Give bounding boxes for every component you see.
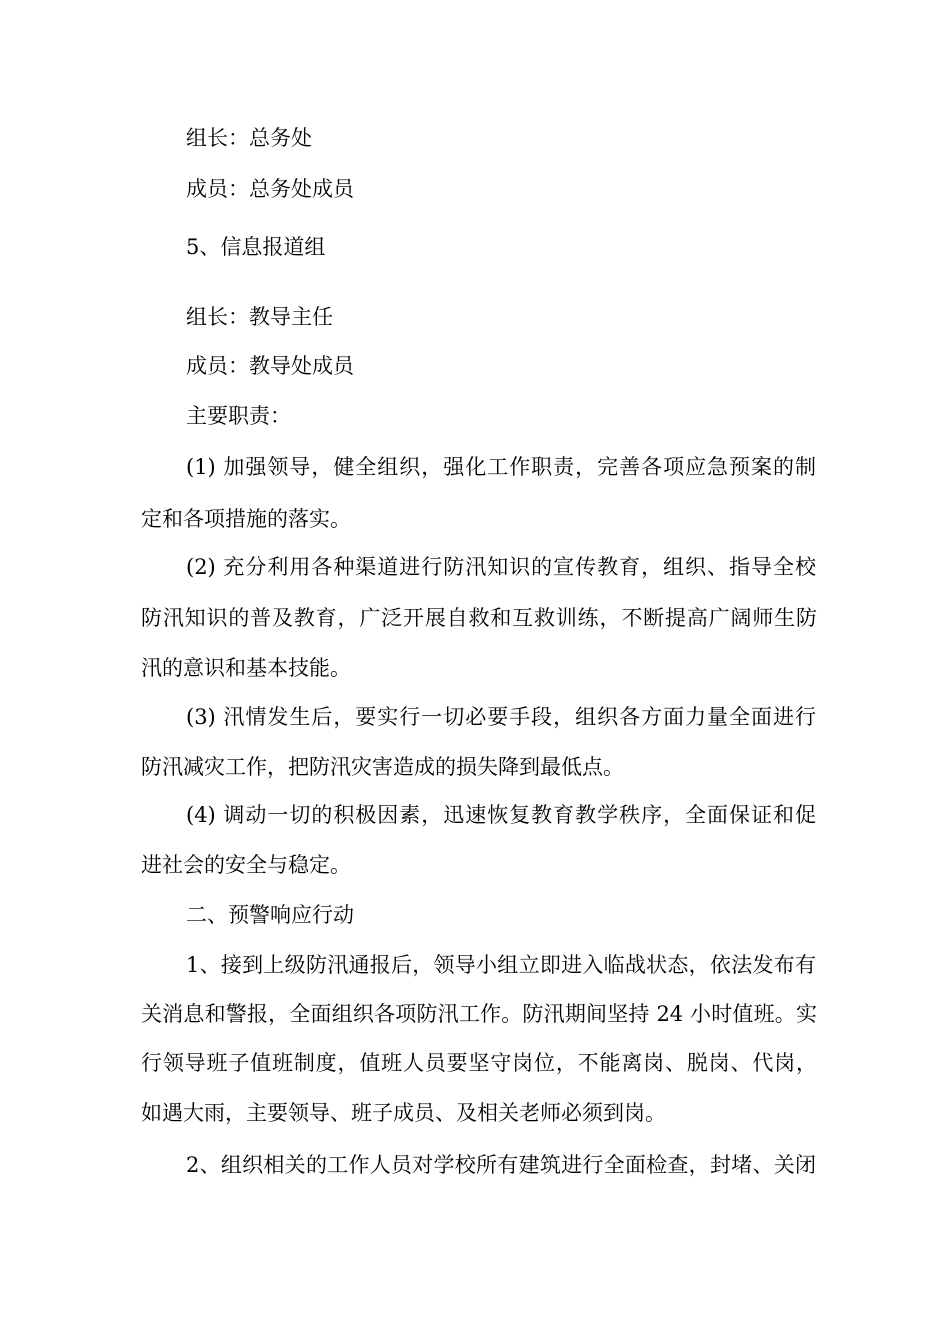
paragraph-line: 关消息和警报，全面组织各项防汛工作。防汛期间坚持 24 小时值班。实 [141, 1002, 817, 1026]
paragraph-line: 汛的意识和基本技能。 [141, 656, 351, 680]
paragraph-line: 1、接到上级防汛通报后，领导小组立即进入临战状态，依法发布有 [186, 953, 816, 977]
paragraph-line: 防汛知识的普及教育，广泛开展自救和互救训练，不断提高广阔师生防 [141, 606, 817, 630]
paragraph-line: 成员：总务处成员 [186, 177, 354, 201]
paragraph-line: 组长：教导主任 [186, 305, 333, 329]
paragraph-line: 成员：教导处成员 [186, 354, 354, 378]
section-heading: 二、预警响应行动 [186, 903, 354, 927]
paragraph-line: 2、组织相关的工作人员对学校所有建筑进行全面检查，封堵、关闭 [186, 1153, 816, 1177]
paragraph-line: 行领导班子值班制度，值班人员要坚守岗位，不能离岗、脱岗、代岗， [141, 1051, 817, 1075]
paragraph-line: 如遇大雨，主要领导、班子成员、及相关老师必须到岗。 [141, 1101, 666, 1125]
paragraph-line: 主要职责： [186, 404, 291, 428]
paragraph-line: (1) 加强领导，健全组织，强化工作职责，完善各项应急预案的制 [186, 455, 816, 479]
paragraph-line: (4) 调动一切的积极因素，迅速恢复教育教学秩序，全面保证和促 [186, 803, 816, 827]
paragraph-line: (3) 汛情发生后，要实行一切必要手段，组织各方面力量全面进行 [186, 705, 816, 729]
paragraph-line: 定和各项措施的落实。 [141, 507, 351, 531]
paragraph-line: 防汛减灾工作，把防汛灾害造成的损失降到最低点。 [141, 755, 624, 779]
paragraph-line: (2) 充分利用各种渠道进行防汛知识的宣传教育，组织、指导全校 [186, 555, 816, 579]
paragraph-line: 进社会的安全与稳定。 [141, 853, 351, 877]
paragraph-line: 组长：总务处 [186, 126, 312, 150]
section-heading: 5、信息报道组 [186, 235, 326, 259]
